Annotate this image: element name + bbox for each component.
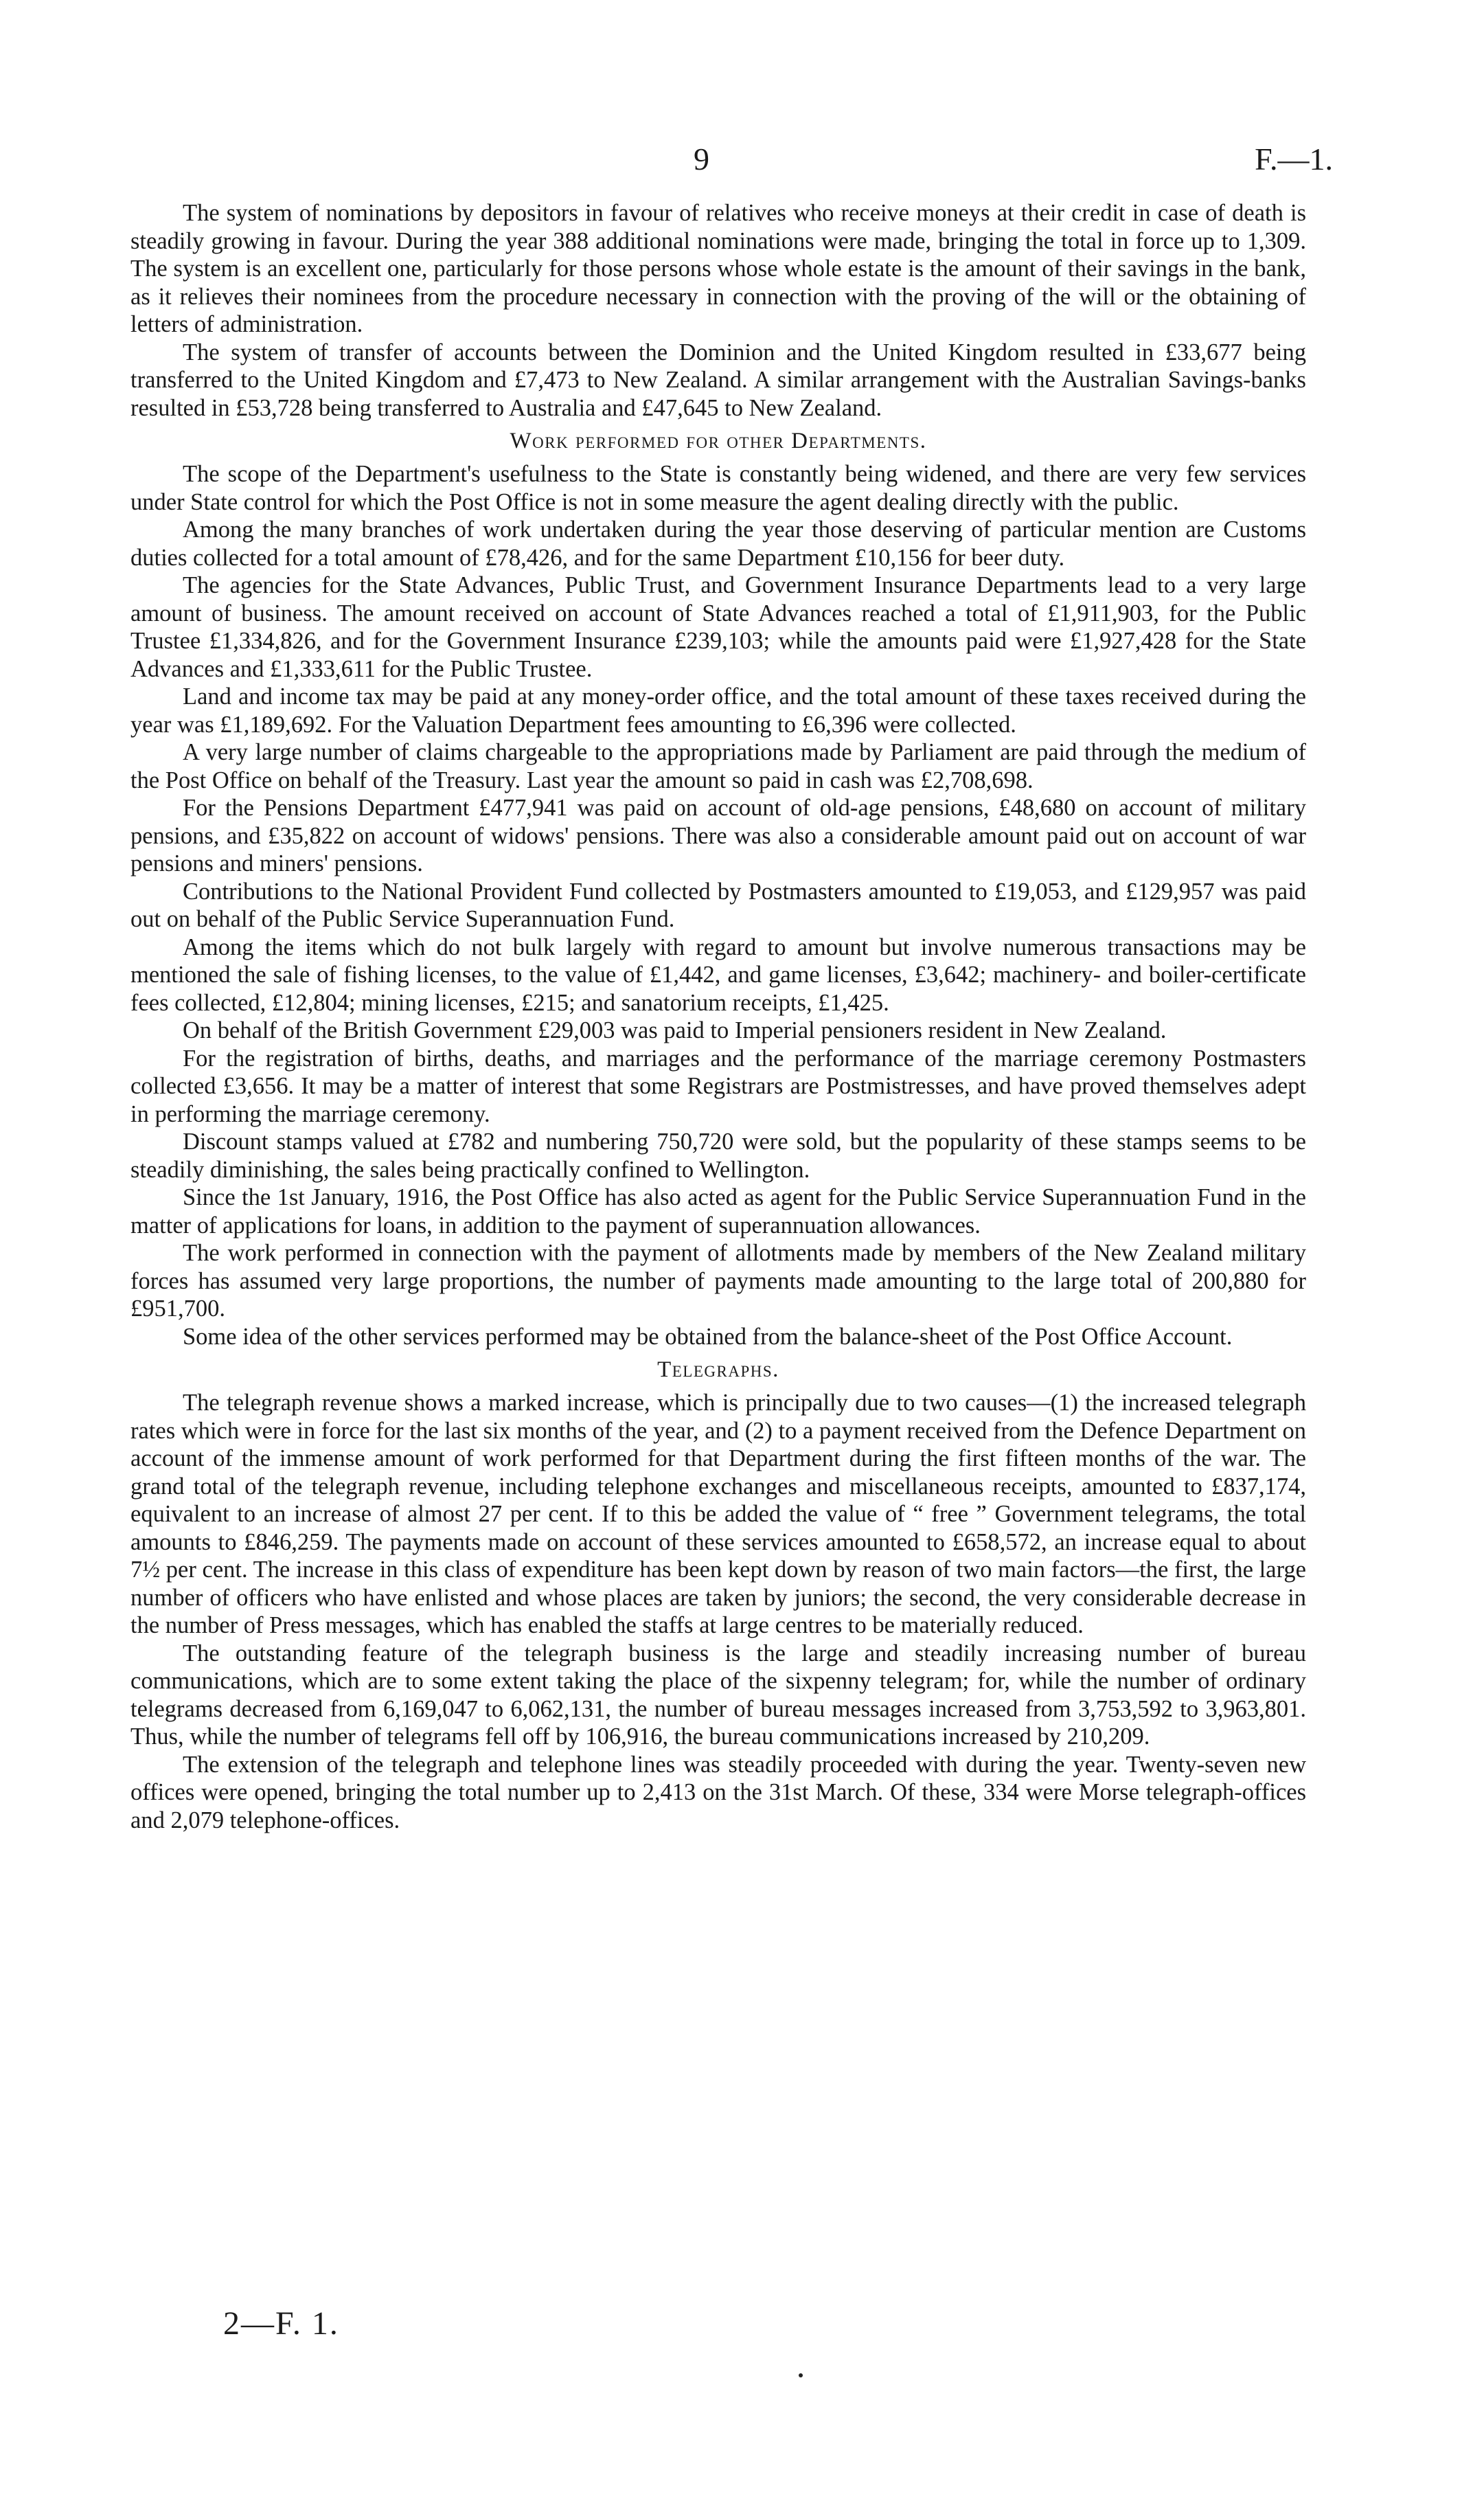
paragraph: The telegraph revenue shows a marked increase, which is principally due to two causes—(1) the increased telegraph rates which were in force for the last six months of the year, and (2) to a payment received from the Defence Department on account of the immense amount of work performed for that Department during the first fifteen months of the war. The grand total of the telegraph revenue, including telephone exchanges and miscellaneous receipts, amounted to £837,174, equivalent to an increase of almost 27 per cent. If to this be added the value of “ free ” Government telegrams, the total amounts to £846,259. The payments made on account of these services amounted to £658,572, an increase equal to about 7½ per cent. The increase in this class of expenditure has been kept down by reason of two main factors—the first, the large number of officers who have enlisted and whose places are taken by juniors; the second, the very considerable decrease in the number of Press messages, which has enabled the staffs at large centres to be materially reduced. <box>130 1390 1306 1638</box>
paragraph: The work performed in connection with the payment of allotments made by members of the New Zealand military forces has assumed very large proportions, the number of payments made amounting to the large total of 200,880 for £951,700. <box>130 1240 1306 1322</box>
paragraph: Discount stamps valued at £782 and numbering 750,720 were sold, but the popularity of these stamps seems to be steadily diminishing, the sales being practically confined to Wellington. <box>130 1129 1306 1183</box>
paragraph: The extension of the telegraph and telephone lines was steadily proceeded with during the year. Twenty-seven new offices were opened, bringing the total number up to 2,413 on the 31st March. Of these, 334 were Morse telegraph-offices and 2,079 telephone-offices. <box>130 1751 1306 1833</box>
paragraph: Among the items which do not bulk largely with regard to amount but involve numerous transactions may be mentioned the sale of fishing licenses, to the value of £1,442, and game licenses, £3,642; machinery- and boiler-certificate fees collected, £12,804; mining licenses, £215; and sanatorium receipts, £1,425. <box>130 934 1306 1016</box>
paragraph: The agencies for the State Advances, Public Trust, and Government Insurance Departments lead to a very large amount of business. The amount received on account of State Advances reached a total of £1,911,903, for the Public Trustee £1,334,826, and for the Government Insurance £239,103; while the amounts paid were £1,927,428 for the State Advances and £1,333,611 for the Public Trustee. <box>130 572 1306 682</box>
section-heading-work: Work performed for other Departments. <box>510 429 927 453</box>
signature-mark: 2—F. 1. <box>223 2305 339 2342</box>
paragraph: Some idea of the other services performed may be obtained from the balance-sheet of the Post Office Account. <box>183 1323 1233 1350</box>
paragraph: On behalf of the British Government £29,003 was paid to Imperial pensioners resident in New Zealand. <box>183 1017 1167 1043</box>
paragraph: Since the 1st January, 1916, the Post Office has also acted as agent for the Public Service Superannuation Fund in the matter of applications for loans, in addition to the payment of superannuation allowances. <box>130 1184 1306 1239</box>
paragraph: A very large number of claims chargeable to the appropriations made by Parliament are paid through the medium of the Post Office on behalf of the Treasury. Last year the amount so paid in cash was £2,708,698. <box>130 739 1306 793</box>
paragraph: Among the many branches of work undertaken during the year those deserving of particular mention are Customs duties collected for a total amount of £78,426, and for the same Department £10,156 for beer duty. <box>130 517 1306 571</box>
paragraph: For the registration of births, deaths, and marriages and the performance of the marriage ceremony Postmasters collected £3,656. It may be a matter of interest that some Registrars are Postmistresses, and have proved themselves adept in performing the marriage ceremony. <box>130 1045 1306 1127</box>
document-reference: F.—1. <box>1255 142 1333 177</box>
page-number: 9 <box>694 142 709 177</box>
section-heading-telegraphs: Telegraphs. <box>657 1357 779 1382</box>
paragraph: The scope of the Department's usefulness to the State is constantly being widened, and there are very few services under State control for which the Post Office is not in some measure the agent dealing directly with the public. <box>130 461 1306 515</box>
body-text <box>130 199 1306 1834</box>
paragraph: The system of transfer of accounts between the Dominion and the United Kingdom resulted in £33,677 being transferred to the United Kingdom and £7,473 to New Zealand. A similar arrangement with the Australian Savings-banks resulted in £53,728 being transferred to Australia and £47,645 to New Zealand. <box>130 339 1306 421</box>
paragraph: For the Pensions Department £477,941 was paid on account of old-age pensions, £48,680 on account of military pensions, and £35,822 on account of widows' pensions. There was also a considerable amount paid out on account of war pensions and miners' pensions. <box>130 795 1306 877</box>
paragraph: Contributions to the National Provident Fund collected by Postmasters amounted to £19,053, and £129,957 was paid out on behalf of the Public Service Superannuation Fund. <box>130 878 1306 932</box>
stray-dot <box>799 2373 803 2377</box>
paragraph: The outstanding feature of the telegraph business is the large and steadily increasing number of bureau communications, which are to some extent taking the place of the sixpenny telegram; for, while the number of ordinary telegrams decreased from 6,169,047 to 6,062,131, the number of bureau messages increased from 3,753,592 to 3,963,801. Thus, while the number of telegrams fell off by 106,916, the bureau communications increased by 210,209. <box>130 1640 1306 1750</box>
paragraph: Land and income tax may be paid at any money-order office, and the total amount of these taxes received during the year was £1,189,692. For the Valuation Department fees amounting to £6,396 were collected. <box>130 683 1306 738</box>
paragraph: The system of nominations by depositors in favour of relatives who receive moneys at their credit in case of death is steadily growing in favour. During the year 388 additional nominations were made, bringing the total in force up to 1,309. The system is an excellent one, particularly for those persons whose whole estate is the amount of their savings in the bank, as it relieves their nominees from the procedure necessary in connection with the proving of the will or the obtaining of letters of administration. <box>130 200 1306 337</box>
